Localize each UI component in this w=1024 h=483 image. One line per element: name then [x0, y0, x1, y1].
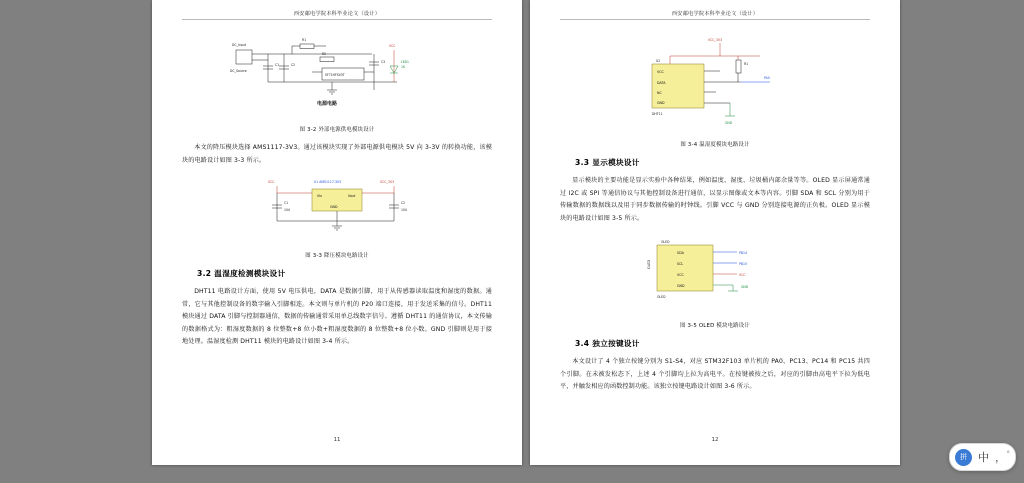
ime-punctuation-toggle[interactable] — [995, 449, 1010, 465]
page-left — [152, 0, 522, 465]
svg-text:DC_Source: DC_Source — [230, 69, 247, 73]
svg-text:C3: C3 — [381, 60, 386, 64]
figure-caption-3-3: 图 3-3 降压模块电路设计 — [305, 253, 369, 259]
svg-text:U2: U2 — [656, 59, 661, 63]
page-right — [530, 0, 900, 465]
svg-text:C1: C1 — [275, 63, 280, 67]
svg-text:VCC: VCC — [739, 273, 746, 277]
power-supply-schematic — [222, 32, 452, 117]
page-left-content — [182, 10, 492, 455]
svg-text:U1 AMS1117-3V3: U1 AMS1117-3V3 — [314, 180, 342, 184]
figure-caption-3-4: 图 3-4 温湿度模块电路设计 — [680, 142, 750, 148]
figure-dht11 — [560, 32, 870, 137]
section-heading-3-2: 3.2 温湿度检测模块设计 — [197, 269, 286, 278]
figure-oled — [560, 231, 870, 318]
svg-text:VCC: VCC — [677, 273, 684, 277]
svg-text:PA0: PA0 — [764, 76, 770, 80]
svg-text:GND: GND — [725, 121, 733, 125]
svg-text:NC: NC — [657, 91, 662, 95]
regulator-schematic — [232, 173, 442, 243]
svg-text:Vin: Vin — [317, 194, 323, 198]
svg-text:DHT11: DHT11 — [652, 112, 663, 116]
svg-text:GND: GND — [677, 284, 685, 288]
page-number-left: 11 — [333, 437, 341, 443]
svg-text:C2: C2 — [401, 201, 406, 205]
svg-text:GND: GND — [330, 205, 338, 209]
page-header-right: 西安邮电学院本科毕业论文（设计） — [560, 10, 870, 20]
svg-text:OLED: OLED — [661, 240, 670, 244]
section-heading-3-4: 3.4 独立按键设计 — [575, 339, 640, 348]
svg-text:SF71HFSV3T: SF71HFSV3T — [325, 73, 345, 77]
oled-schematic — [605, 231, 825, 313]
ime-mode-toggle[interactable]: 中 — [978, 451, 989, 464]
svg-text:C2: C2 — [291, 63, 296, 67]
dht11-schematic — [600, 32, 830, 132]
ime-logo-icon[interactable]: 拼 — [955, 449, 972, 466]
svg-text:PB15: PB15 — [739, 262, 747, 266]
paragraph-3-3: 显示模块的主要功能是显示实验中各种结果，例如温度、湿度、垃圾桶内部余量等等。OLED 显示屏通常通过 I2C 或 SPI 等通信协议与其他控制设备进行通信，以显示图像或文本等内容。引脚 SDA 和 SCL 分别为用于传输数据的数据线以及用于同步数据传输的时钟线。引脚 VCC 与 GND 分别连接电源的正负极。OLED 显示模块的电路设计如图 3-5 所示。 — [560, 177, 870, 222]
page-left-body — [182, 20, 492, 349]
svg-text:VCC: VCC — [268, 180, 275, 184]
svg-text:OLED: OLED — [647, 259, 651, 269]
svg-text:C1: C1 — [284, 201, 289, 205]
svg-text:LED1: LED1 — [401, 60, 410, 64]
svg-text:VCC: VCC — [389, 44, 396, 48]
svg-text:GND: GND — [657, 101, 665, 105]
figure-caption-3-5: 图 3-5 OLED 模块电路设计 — [680, 323, 750, 329]
page-number-right: 12 — [711, 437, 719, 443]
figure-regulator — [182, 173, 492, 248]
figure-caption-3-2: 图 3-2 外部电源供电模块设计 — [299, 127, 375, 133]
page-header: 西安邮电学院本科毕业论文（设计） — [182, 10, 492, 20]
page-right-content — [560, 10, 870, 455]
paragraph-3-4: 本文设计了 4 个独立按键分别为 S1-S4，对应 STM32F103 单片机的 PA0、PC13、PC14 和 PC15 共四个引脚。在未被发松态下，上述 4 个引脚均上拉为高电平。在按键被按之后，对应的引脚由高电平下拉为低电平，并触发相应的函数控制功能。该独立按键电路设计如图 3-6 所示。 — [560, 358, 870, 390]
svg-text:SDA: SDA — [677, 251, 684, 255]
svg-text:104: 104 — [284, 208, 290, 212]
figure-power-supply — [182, 32, 492, 122]
paragraph-3-2-intro: 本文的降压模块选择 AMS1117-3V3。通过该模块实现了外部电源供电模块 5V 向 3-3V 的转换功能，该模块的电路设计如图 3-3 所示。 — [182, 144, 492, 164]
svg-text:1K: 1K — [401, 65, 405, 69]
section-heading-3-3: 3.3 显示模块设计 — [575, 158, 640, 167]
svg-text:R1: R1 — [302, 38, 307, 42]
page-right-body — [560, 20, 870, 394]
ime-punctuation-label: ， — [995, 451, 1006, 464]
svg-text:R2: R2 — [322, 52, 327, 56]
input-method-bar[interactable] — [949, 443, 1016, 471]
svg-text:VCC_3V3: VCC_3V3 — [708, 38, 723, 42]
ime-punctuation-indicator-icon: ° — [1006, 450, 1010, 458]
svg-text:SCL: SCL — [677, 262, 684, 266]
svg-text:GND: GND — [741, 285, 749, 289]
svg-text:PB14: PB14 — [739, 251, 747, 255]
svg-text:DATA: DATA — [657, 81, 666, 85]
svg-text:Vout: Vout — [348, 194, 356, 198]
svg-text:R1: R1 — [744, 62, 749, 66]
svg-text:VCC_3V3: VCC_3V3 — [380, 180, 395, 184]
paragraph-3-2-body: DHT11 电路设计方面，使用 5V 电压供电，DATA 是数据引脚，用于从传感器读取温度和湿度的数据。通常，它与其他控制设备的数字输入引脚相连。本文则与单片机的 P20 端口连接，用于发送采集的信号。DHT11 模块通过 DATA 引脚与控制器通信，数据的传输通常采用单总线数字信号。遵循 DHT11 的通信协议，本文传输的数据格式为：粗湿度数据的 8 位整数+8 位小数+粗湿度数据的 8 位整数+8 位小数。GND 引脚则是用于接地处理。温湿度检测 DHT11 模块的电路设计如图 3-4 所示。 — [182, 288, 492, 345]
svg-text:VCC: VCC — [657, 70, 664, 74]
svg-text:104: 104 — [401, 208, 407, 212]
svg-text:DC_Input: DC_Input — [232, 43, 247, 47]
svg-text:电源电路: 电源电路 — [317, 101, 338, 107]
svg-text:OLED: OLED — [657, 295, 666, 299]
